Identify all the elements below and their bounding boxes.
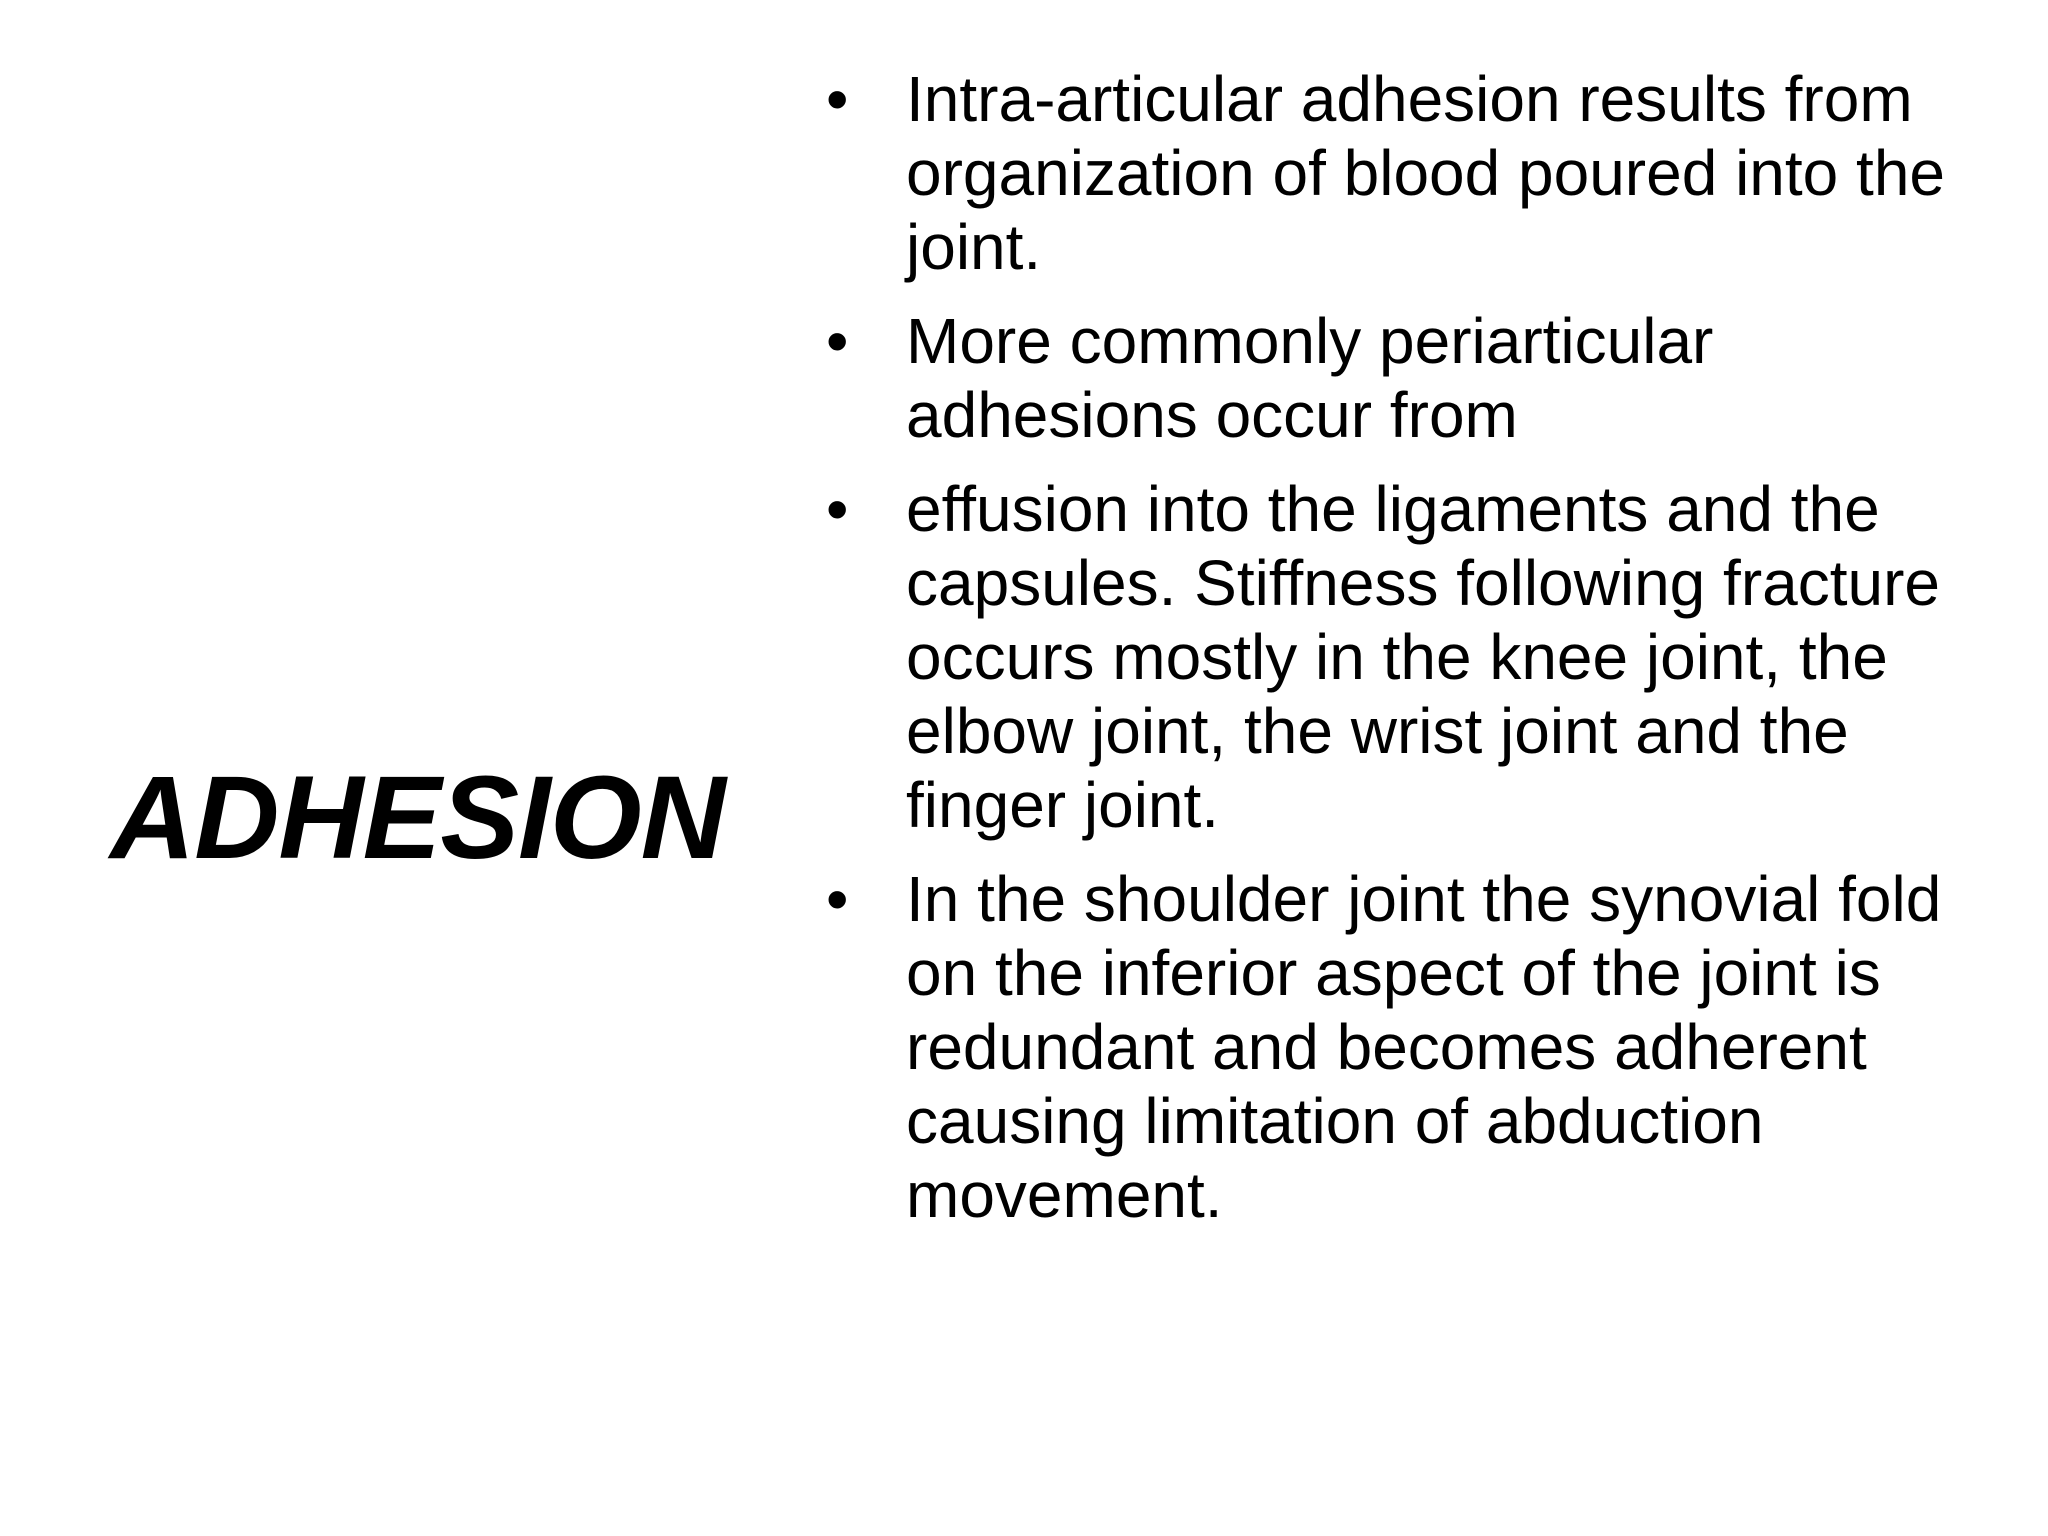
bullet-list	[820, 62, 2020, 1252]
bullet-dot-icon: •	[826, 63, 849, 135]
bullet-dot-icon: •	[826, 863, 849, 935]
bullet-text: effusion into the ligaments and the capsules. Stiffness following fracture occurs mostly in the knee joint, the elbow joint, the wrist joint and the finger joint.	[906, 473, 1940, 841]
slide-title: ADHESION	[110, 752, 725, 884]
bullet-item	[820, 62, 2020, 284]
bullet-item	[820, 472, 2020, 842]
bullet-text: More commonly periarticular adhesions occur from	[906, 305, 1714, 451]
bullet-dot-icon: •	[826, 473, 849, 545]
bullet-text: Intra-articular adhesion results from organization of blood poured into the joint.	[906, 63, 1945, 283]
bullet-text: In the shoulder joint the synovial fold on the inferior aspect of the joint is redundant and becomes adherent causing limitation of abduction movement.	[906, 863, 1942, 1231]
bullet-dot-icon: •	[826, 305, 849, 377]
bullet-item	[820, 304, 2020, 452]
bullet-item	[820, 862, 2020, 1232]
